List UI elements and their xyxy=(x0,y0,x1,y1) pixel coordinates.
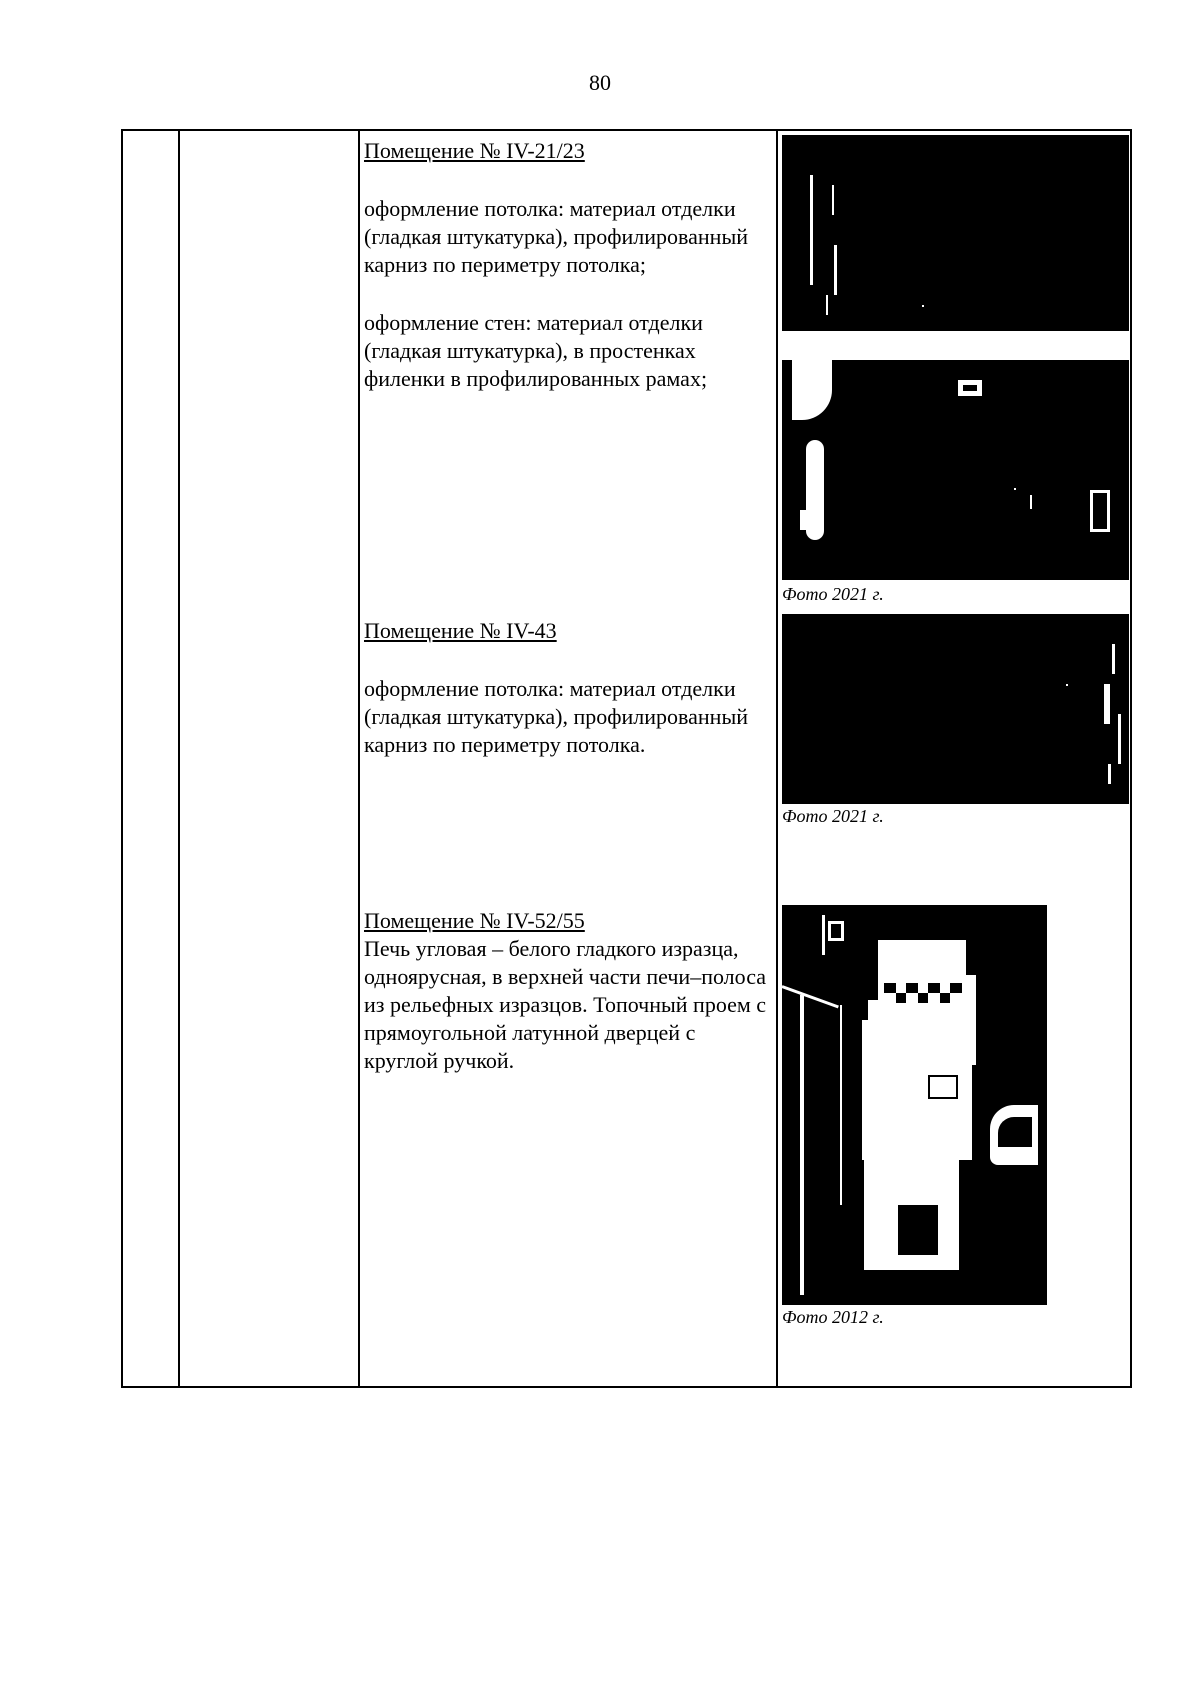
room-block-iv-21-23 xyxy=(364,137,774,393)
room-paragraph: оформление стен: материал отделки (гладкая штукатурка), в простенках филенки в профилированных рамах; xyxy=(364,310,708,391)
column-divider-1 xyxy=(178,131,180,1386)
room-block-iv-43 xyxy=(364,617,774,759)
room-paragraph: оформление потолка: материал отделки (гладкая штукатурка), профилированный карниз по периметру потолка; xyxy=(364,196,749,277)
room-title: Помещение № IV-52/55 xyxy=(364,908,585,933)
photo-iv-43 xyxy=(782,614,1129,804)
room-title: Помещение № IV-43 xyxy=(364,618,557,643)
photo-caption: Фото 2012 г. xyxy=(782,1307,884,1327)
room-block-iv-52-55 xyxy=(364,907,774,1075)
photo-ceiling-iv-21-23 xyxy=(782,135,1129,331)
column-divider-2 xyxy=(358,131,360,1386)
photo-walls-iv-21-23 xyxy=(782,360,1129,580)
photo-caption: Фото 2021 г. xyxy=(782,806,884,826)
photo-stove-iv-52-55 xyxy=(782,905,1047,1305)
room-title: Помещение № IV-21/23 xyxy=(364,138,585,163)
room-paragraph: оформление потолка: материал отделки (гладкая штукатурка), профилированный карниз по периметру потолка. xyxy=(364,676,749,757)
page-number: 80 xyxy=(589,70,611,95)
photo-caption: Фото 2021 г. xyxy=(782,584,884,604)
column-divider-3 xyxy=(776,131,778,1386)
room-paragraph: Печь угловая – белого гладкого изразца, одноярусная, в верхней части печи–полоса из рельефных изразцов. Топочный проем с прямоугольной латунной дверцей с круглой ручкой. xyxy=(364,936,767,1073)
